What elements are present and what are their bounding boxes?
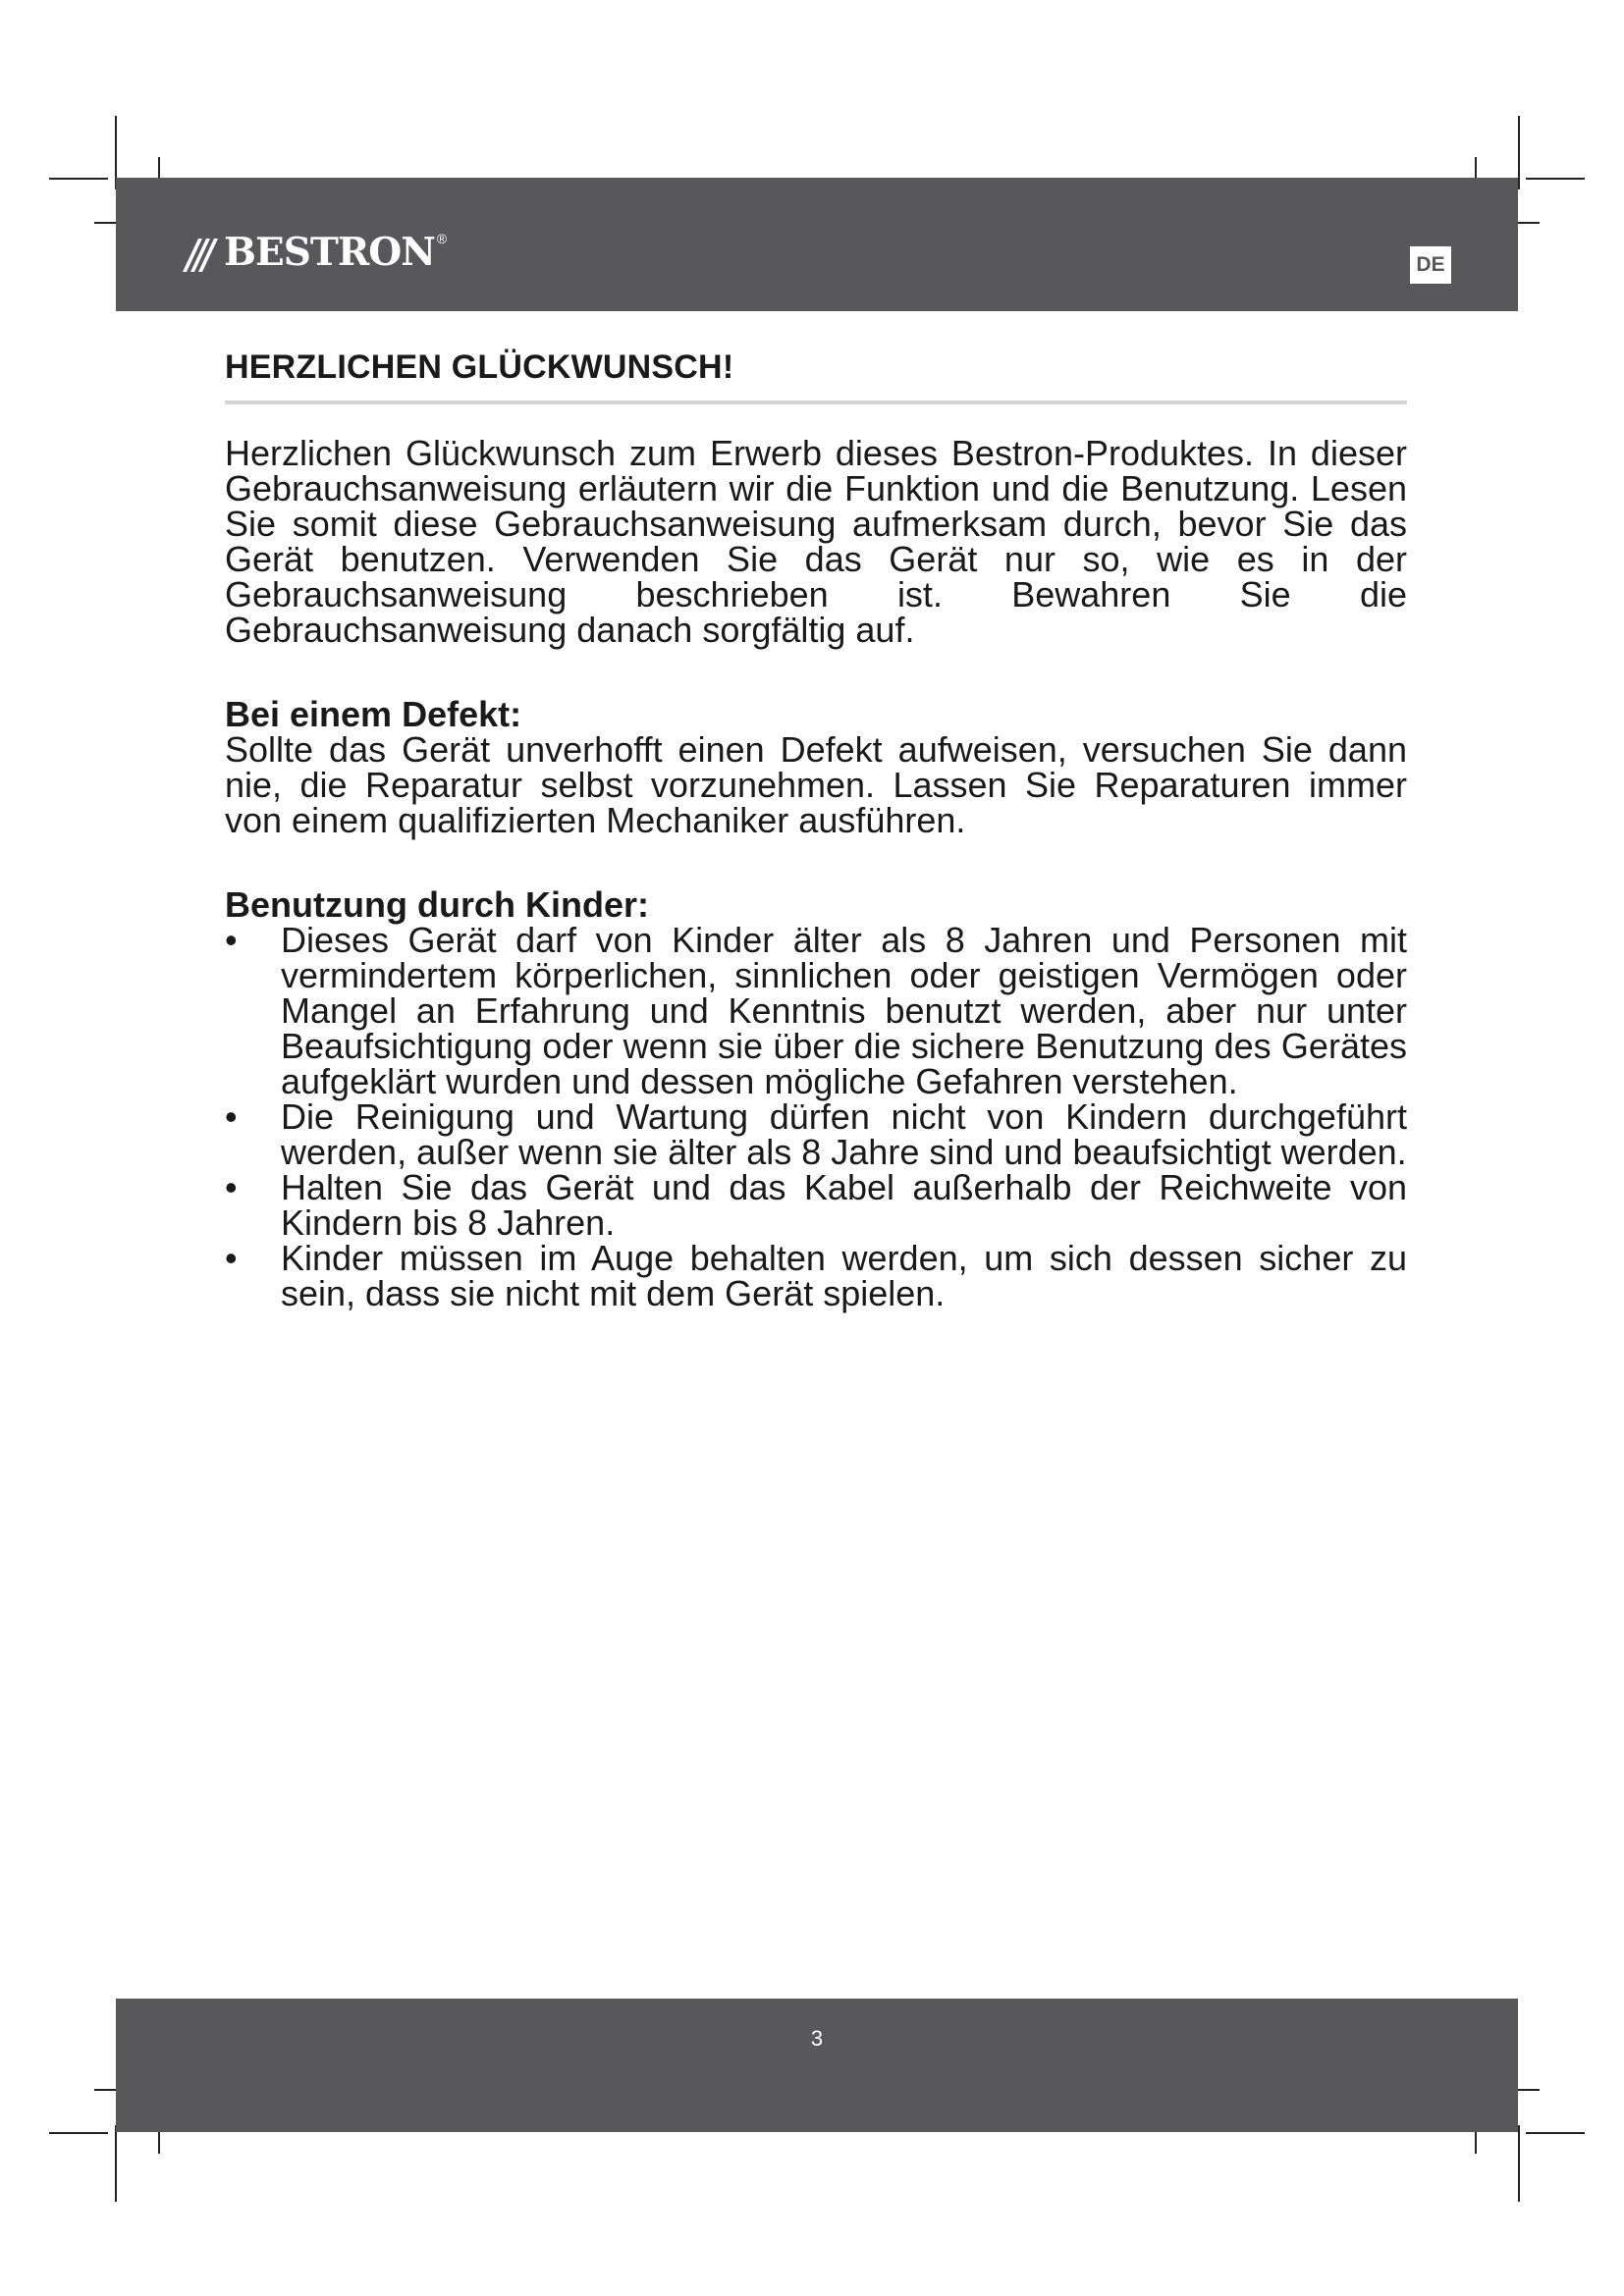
page-number: 3	[810, 2026, 824, 2051]
list-item-text: Die Reinigung und Wartung dürfen nicht von Kindern durchgeführt werden, außer wenn sie älter als 8 Jahre sind und beaufsichtigt werden.	[281, 1096, 1407, 1172]
list-item	[225, 1238, 1407, 1313]
crop-mark	[49, 2132, 108, 2134]
defect-paragraph: Sollte das Gerät unverhofft einen Defekt aufweisen, versuchen Sie dann nie, die Reparatur selbst vorzunehmen. Lassen Sie Reparaturen immer von einem qualifizierten Mechaniker ausführen.	[225, 729, 1407, 840]
intro-paragraph: Herzlichen Glückwunsch zum Erwerb dieses Bestron-Produktes. In dieser Gebrauchsanweisung erläutern wir die Funktion und die Benutzung. Lesen Sie somit diese Gebrauchsanweisung aufmerksam durch, bevor Sie das Gerät benutzen. Verwenden Sie das Gerät nur so, wie es in der Gebrauchsanweisung beschrieben ist. Bewahren Sie die Gebrauchsanweisung danach sorgfältig auf.	[225, 433, 1407, 650]
crop-mark	[1518, 2125, 1520, 2202]
bullet-icon: •	[225, 1238, 238, 1278]
crop-mark	[1526, 2132, 1585, 2134]
crop-mark	[49, 178, 108, 180]
children-heading: Benutzung durch Kinder:	[225, 884, 649, 925]
logo-wordmark: BESTRON	[224, 230, 435, 275]
list-item-text: Halten Sie das Gerät und das Kabel außerhalb der Reichweite von Kindern bis 8 Jahren.	[281, 1167, 1407, 1243]
registered-mark: ®	[436, 231, 448, 246]
crop-mark	[115, 2125, 117, 2202]
children-section	[225, 884, 1407, 1313]
chevrons-icon	[181, 233, 218, 272]
list-item-text: Kinder müssen im Auge behalten werden, um sich dessen sicher zu sein, dass sie nicht mit dem Gerät spielen.	[281, 1238, 1407, 1313]
list-item-text: Dieses Gerät darf von Kinder älter als 8 Jahren und Personen mit vermindertem körperlichen, sinnlichen oder geistigen Vermögen oder Mangel an Erfahrung und Kenntnis benutzt werden, aber nur unter Beaufsichtigung oder wenn sie über die sichere Benutzung des Gerätes aufgeklärt wurden und dessen mögliche Gefahren verstehen.	[281, 920, 1407, 1101]
defect-section	[225, 694, 1407, 840]
list-item	[225, 1096, 1407, 1172]
crop-mark	[1518, 116, 1520, 189]
page-title: HERZLICHEN GLÜCKWUNSCH!	[225, 348, 1407, 404]
bullet-icon: •	[225, 920, 238, 960]
footer-band	[116, 1999, 1518, 2132]
list-item	[225, 920, 1407, 1101]
defect-heading: Bei einem Defekt:	[225, 694, 522, 734]
list-item	[225, 1167, 1407, 1243]
page-content	[225, 348, 1407, 1311]
language-badge: DE	[1410, 246, 1451, 284]
children-bullet-list	[225, 920, 1407, 1313]
crop-mark	[1526, 178, 1585, 180]
header-band	[116, 178, 1518, 311]
bullet-icon: •	[225, 1167, 238, 1207]
bullet-icon: •	[225, 1096, 238, 1137]
brand-logo	[181, 230, 448, 275]
